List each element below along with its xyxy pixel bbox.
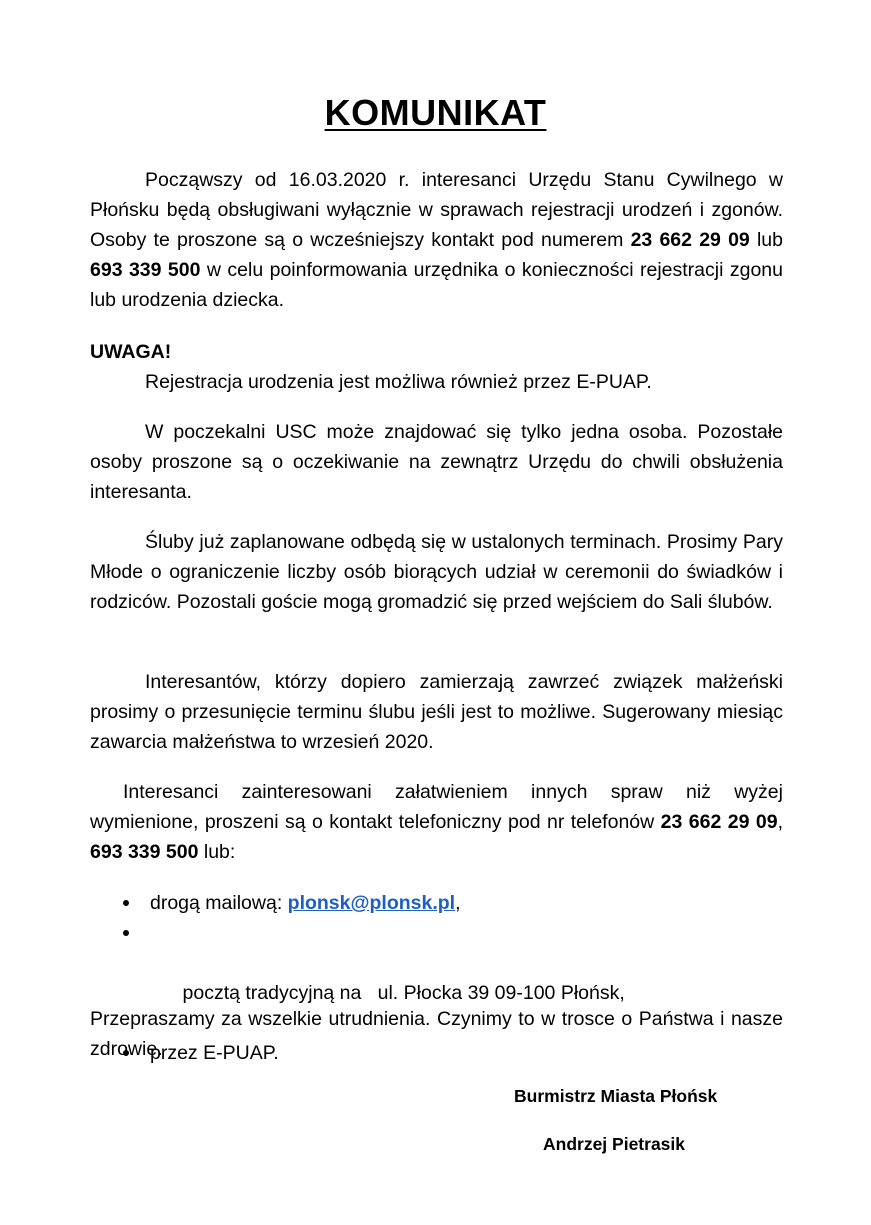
email-prefix: drogą mailową: xyxy=(150,892,288,914)
paragraph-registration-text-a: Począwszy od 16.03.2020 r. interesanci Urzędu Stanu Cywilnego w Płońsku będą obsługiwani wyłącznie w sprawach rejestracji urodzeń i zgonów. Osoby te proszone są o wcześniejszy kontakt pod numerem xyxy=(90,169,783,251)
paragraph-registration-text-c: w celu poinformowania urzędnika o konieczności rejestracji zgonu lub urodzenia dziecka. xyxy=(90,259,783,311)
paragraph-waiting-room: W poczekalni USC może znajdować się tylko jedna osoba. Pozostałe osoby proszone są o oczekiwanie na zewnątrz Urzędu do chwili obsłużenia interesanta. xyxy=(90,421,783,503)
closing-paragraph: Przepraszamy za wszelkie utrudnienia. Czynimy to w trosce o Państwa i nasze zdrowie. xyxy=(90,1008,783,1060)
warning-heading: UWAGA! xyxy=(90,341,172,363)
paragraph-other-text-a: Interesanci zainteresowani załatwieniem innych spraw niż wyżej wymienione, proszeni są o kontakt telefoniczny pod nr telefonów xyxy=(90,781,783,833)
epuap-text: przez E-PUAP. xyxy=(150,1042,279,1064)
phone-number-mobile-2: 693 339 500 xyxy=(90,841,199,863)
post-address: pocztą tradycyjną na ul. Płocka 39 09-100 Płońsk, xyxy=(182,982,625,1004)
list-item-email xyxy=(90,888,783,918)
bullet-icon xyxy=(123,900,129,906)
paragraph-weddings: Śluby już zaplanowane odbędą się w ustalonych terminach. Prosimy Pary Młode o ograniczenie liczby osób biorących udział w ceremonii do świadków i rodziców. Pozostali goście mogą gromadzić się przed wejściem do Sali ślubów. xyxy=(90,531,783,613)
phone-number-mobile: 693 339 500 xyxy=(90,259,201,281)
page-title: KOMUNIKAT xyxy=(324,92,547,133)
paragraph-registration xyxy=(90,165,783,315)
paragraph-other-text-b: lub: xyxy=(198,841,236,863)
paragraph-postpone: Interesantów, którzy dopiero zamierzają zawrzeć związek małżeński prosimy o przesunięcie terminu ślubu jeśli jest to możliwe. Sugerowany miesiąc zawarcia małżeństwa to wrzesień 2020. xyxy=(90,671,783,753)
bullet-icon xyxy=(123,930,129,936)
signature-name: Andrzej Pietrasik xyxy=(543,1134,685,1154)
paragraph-other-matters xyxy=(90,777,783,867)
phone-number-landline-2: 23 662 29 09 xyxy=(660,811,778,833)
paragraph-registration-text-b: lub xyxy=(749,229,783,251)
phone-separator: , xyxy=(777,811,784,833)
email-suffix: , xyxy=(455,892,461,914)
email-link[interactable]: plonsk@plonsk.pl xyxy=(287,892,456,914)
warning-text: Rejestracja urodzenia jest możliwa również przez E-PUAP. xyxy=(145,371,652,393)
phone-number-landline: 23 662 29 09 xyxy=(630,229,750,251)
signature-role: Burmistrz Miasta Płońsk xyxy=(514,1086,718,1106)
